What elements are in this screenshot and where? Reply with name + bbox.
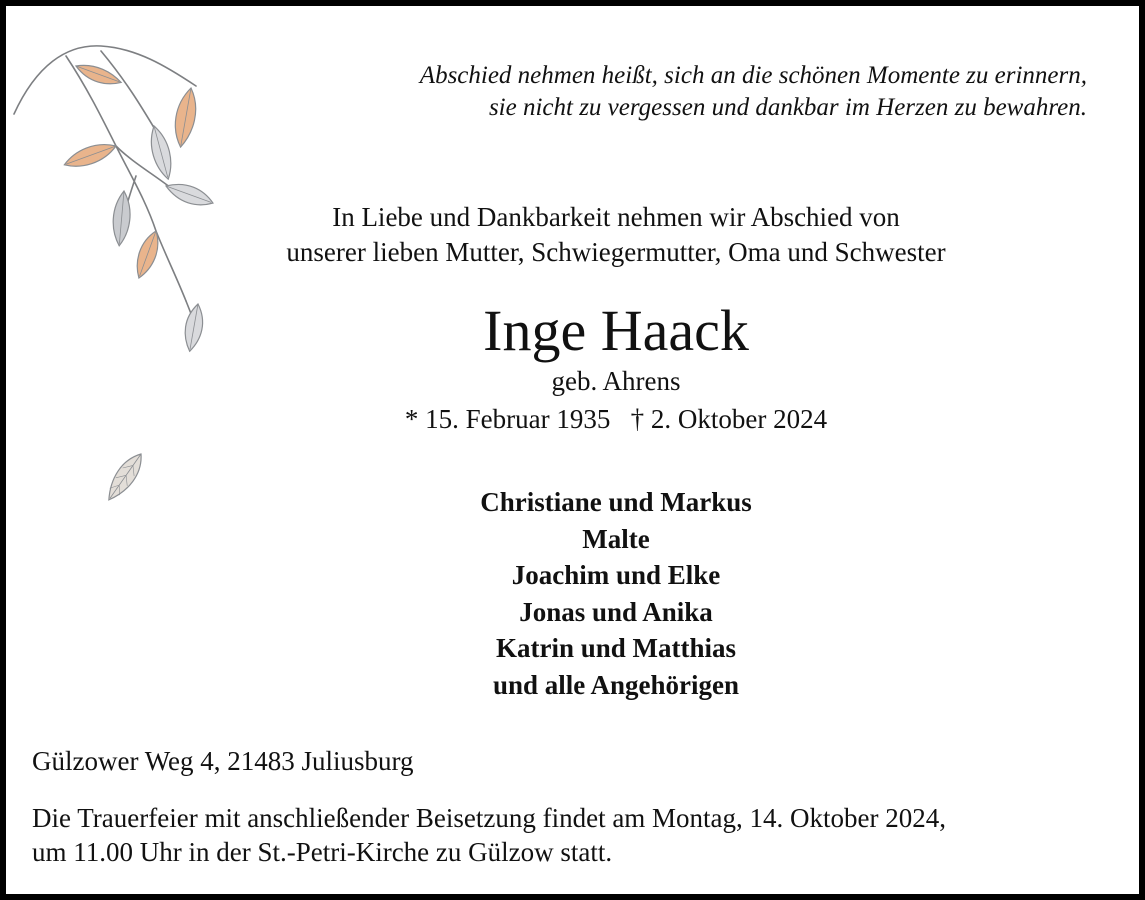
mourner-entry: und alle Angehörigen	[492, 669, 740, 700]
birch-leaves-illustration	[6, 26, 236, 546]
quote-line-1: Abschied nehmen heißt, sich an die schönen Momente zu erinnern,	[419, 62, 1087, 89]
ceremony-line-1: Die Trauerfeier mit anschließender Beisetzung findet am Montag, 14. Oktober 2024,	[32, 803, 947, 833]
mourner-entry: Joachim und Elke	[511, 560, 721, 591]
deceased-name: Inge Haack	[483, 298, 749, 363]
life-dates: * 15. Februar 1935 † 2. Oktober 2024	[404, 404, 828, 434]
intro-line-2: unserer lieben Mutter, Schwiegermutter, Oma und Schwester	[286, 237, 946, 267]
quote-line-2: sie nicht zu vergessen und dankbar im Herzen zu bewahren.	[488, 94, 1087, 121]
mourner-entry: Katrin und Matthias	[495, 633, 737, 664]
farewell-intro	[176, 200, 1056, 270]
mourner-entry: Jonas und Anika	[519, 596, 713, 627]
mourners-list	[176, 484, 1056, 704]
mourner-entry: Malte	[582, 523, 650, 554]
funeral-ceremony-info	[32, 801, 946, 869]
intro-line-1: In Liebe und Dankbarkeit nehmen wir Abschied von	[332, 202, 900, 232]
maiden-name: geb. Ahrens	[551, 366, 681, 396]
ceremony-line-2: um 11.00 Uhr in der St.-Petri-Kirche zu Gülzow statt.	[32, 837, 613, 867]
memorial-quote	[420, 60, 1087, 124]
family-address: Gülzower Weg 4, 21483 Juliusburg	[32, 746, 414, 776]
mourner-entry: Christiane und Markus	[480, 487, 752, 517]
